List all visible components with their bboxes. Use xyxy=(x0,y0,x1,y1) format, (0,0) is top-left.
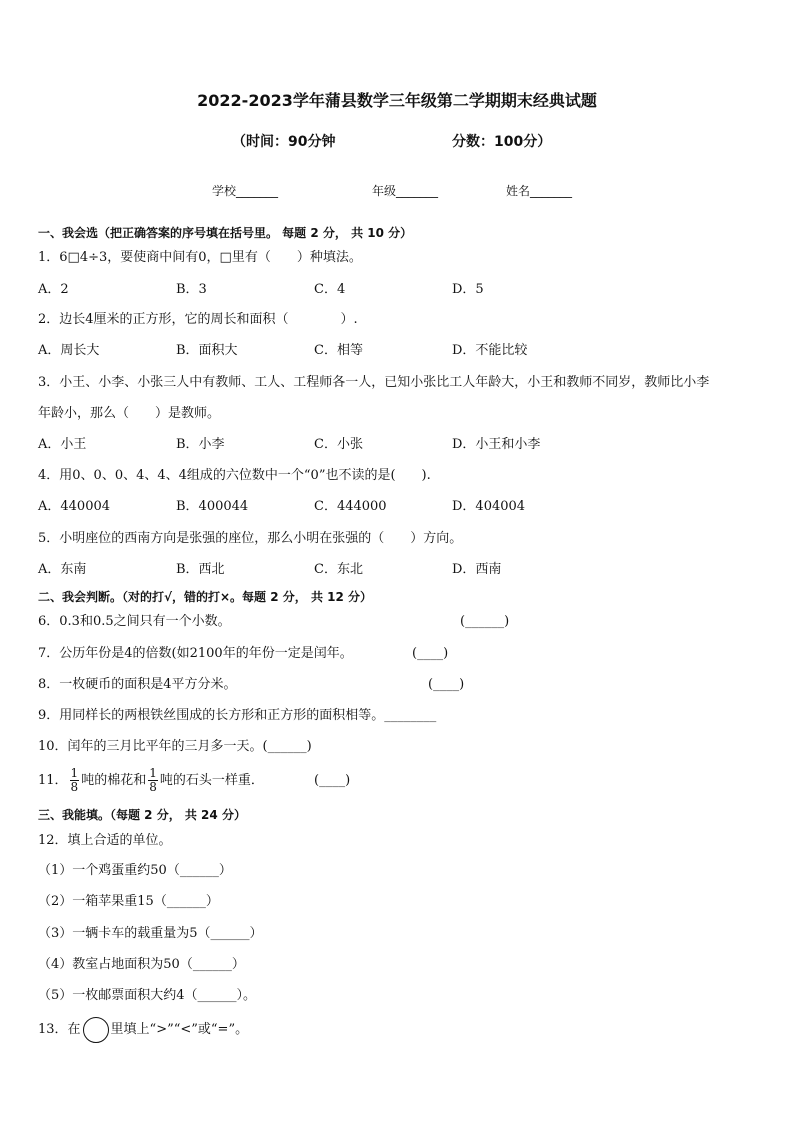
q13-text-end: 里填上“>”“<”或“=”。 xyxy=(110,1022,249,1037)
q6-answer-blank[interactable]: (______) xyxy=(460,614,510,629)
q11-fraction-1 xyxy=(70,767,80,794)
q2-option-b: B．面积大 xyxy=(176,343,238,358)
name-field: 姓名_______ xyxy=(506,184,573,198)
q13-text-start: 13．在 xyxy=(38,1022,81,1037)
q3-option-c: C．小张 xyxy=(314,437,363,452)
q11-fraction-1-denominator: 8 xyxy=(70,780,79,794)
question-9: 9．用同样长的两根铁丝围成的长方形和正方形的面积相等。________ xyxy=(38,708,437,723)
q11-fraction-2 xyxy=(148,767,158,794)
q1-option-d: D．5 xyxy=(452,282,484,297)
comparison-circle-icon xyxy=(83,1017,109,1043)
q3-option-a: A．小王 xyxy=(38,437,87,452)
q1-option-b: B．3 xyxy=(176,282,207,297)
q11-fraction-1-numerator: 1 xyxy=(70,766,79,780)
section-heading-3: 三、我能填。（每题 2 分， 共 24 分） xyxy=(38,808,246,822)
question-2: 2．边长4厘米的正方形，它的周长和面积（ ）. xyxy=(38,312,358,327)
q8-answer-blank[interactable]: (____) xyxy=(428,677,465,692)
question-1: 1．6□4÷3，要使商中间有0，□里有（ ）种填法。 xyxy=(38,250,362,265)
q2-option-c: C．相等 xyxy=(314,343,363,358)
question-3: 3．小王、小李、小张三人中有教师、工人、工程师各一人，已知小张比工人年龄大，小王和教师不同岁，教师比小李 xyxy=(38,375,710,390)
q4-option-c: C．444000 xyxy=(314,499,387,514)
q4-option-d: D．404004 xyxy=(452,499,526,514)
q5-option-d: D．西南 xyxy=(452,562,502,577)
q3-option-b: B．小李 xyxy=(176,437,225,452)
question-13 xyxy=(38,1016,248,1044)
q2-option-d: D．不能比较 xyxy=(452,343,528,358)
q5-option-c: C．东北 xyxy=(314,562,363,577)
q11-text-middle: 吨的棉花和 xyxy=(81,773,147,788)
q2-option-a: A．周长大 xyxy=(38,343,100,358)
q11-fraction-2-numerator: 1 xyxy=(149,766,157,780)
q7-answer-blank[interactable]: (____) xyxy=(412,646,449,661)
exam-score: 分数：100分） xyxy=(452,134,552,150)
question-5: 5．小明座位的西南方向是张强的座位，那么小明在张强的（ ）方向。 xyxy=(38,531,463,546)
q5-option-b: B．西北 xyxy=(176,562,225,577)
q12-item-2: （2）一箱苹果重15（______） xyxy=(38,894,219,909)
question-6: 6．0.3和0.5之间只有一个小数。 xyxy=(38,614,231,629)
question-3-line-2: 年龄小，那么（ ）是教师。 xyxy=(38,406,221,421)
exam-time: （时间：90分钟 xyxy=(232,134,336,150)
q1-option-a: A．2 xyxy=(38,282,69,297)
q4-option-b: B．400044 xyxy=(176,499,249,514)
q4-option-a: A．440004 xyxy=(38,499,111,514)
section-heading-2: 二、我会判断。（对的打√，错的打×。每题 2 分， 共 12 分） xyxy=(38,590,372,604)
q11-text-end: 吨的石头一样重． xyxy=(159,773,264,788)
q1-option-c: C．4 xyxy=(314,282,346,297)
q11-fraction-2-denominator: 8 xyxy=(149,780,157,794)
school-field: 学校_______ xyxy=(212,184,279,198)
grade-field: 年级_______ xyxy=(372,184,439,198)
question-7: 7．公历年份是4的倍数(如2100年的年份一定是闰年。 xyxy=(38,646,353,661)
exam-title: 2022-2023学年蒲县数学三年级第二学期期末经典试题 xyxy=(197,91,597,110)
q11-number: 11． xyxy=(38,773,68,788)
q12-item-3: （3）一辆卡车的载重量为5（______） xyxy=(38,926,263,941)
q5-option-a: A．东南 xyxy=(38,562,87,577)
question-4: 4．用0、0、0、4、4、4组成的六位数中一个“0”也不读的是( ). xyxy=(38,468,431,483)
q3-option-d: D．小王和小李 xyxy=(452,437,541,452)
question-11 xyxy=(38,766,264,796)
q12-item-5: （5）一枚邮票面积大约4（______）。 xyxy=(38,988,257,1003)
question-10: 10．闰年的三月比平年的三月多一天。(______) xyxy=(38,739,312,754)
question-8: 8．一枚硬币的面积是4平方分米。 xyxy=(38,677,237,692)
q12-item-4: （4）教室占地面积为50（______） xyxy=(38,957,245,972)
q12-item-1: （1）一个鸡蛋重约50（______） xyxy=(38,863,232,878)
question-12: 12．填上合适的单位。 xyxy=(38,833,172,848)
section-heading-1: 一、我会选（把正确答案的序号填在括号里。 每题 2 分， 共 10 分） xyxy=(38,226,413,240)
q11-answer-blank[interactable]: (____) xyxy=(314,773,351,788)
